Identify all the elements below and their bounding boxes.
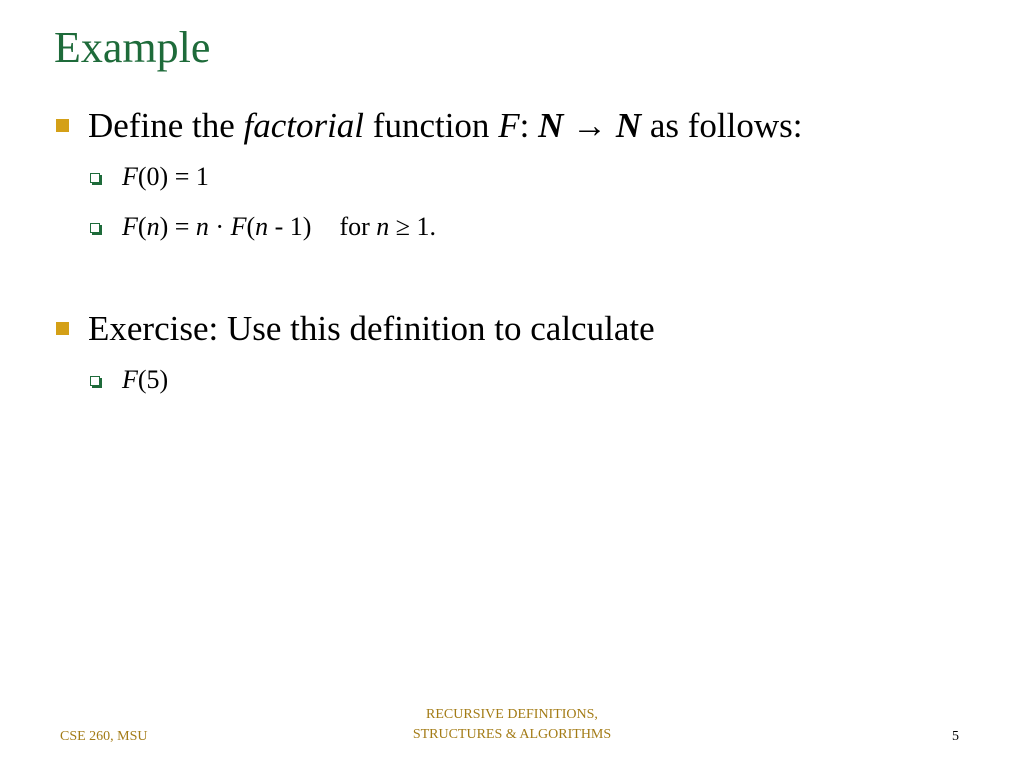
- formula-text: (: [137, 212, 147, 241]
- sub-bullet-base-case: [122, 164, 209, 190]
- box-bullet-icon: [90, 223, 100, 233]
- formula-text: (: [246, 212, 256, 241]
- variable-symbol: n: [255, 212, 269, 241]
- bullet-text: Exercise: Use this definition to calculate: [88, 309, 655, 348]
- codomain-symbol: N: [615, 106, 642, 145]
- bullet-exercise: [88, 311, 655, 346]
- bullet-text: as follows:: [641, 106, 803, 145]
- variable-symbol: n: [195, 212, 209, 241]
- sub-bullet-recursive-case: [122, 214, 436, 240]
- bullet-text-italic: factorial: [243, 106, 365, 145]
- box-bullet-icon: [90, 173, 100, 183]
- slide-title: Example: [54, 23, 211, 72]
- formula-text: for: [339, 212, 377, 241]
- square-bullet-icon: [56, 322, 69, 335]
- bullet-text: function: [364, 106, 499, 145]
- function-symbol: F: [498, 106, 520, 145]
- footer-topic: [392, 705, 632, 746]
- sub-bullet-exercise-target: [122, 367, 168, 393]
- footer-topic-line: STRUCTURES & ALGORITHMS: [412, 727, 612, 743]
- page-number: 5: [952, 729, 959, 744]
- formula-text: ) =: [159, 212, 196, 241]
- box-bullet-icon: [90, 376, 100, 386]
- function-symbol: F: [122, 212, 138, 241]
- arrow-symbol: →: [563, 106, 616, 145]
- footer-topic-line: RECURSIVE DEFINITIONS,: [426, 707, 598, 722]
- formula-text: - 1): [268, 212, 312, 241]
- function-symbol: F: [122, 365, 138, 394]
- formula-text: (0) = 1: [137, 162, 209, 191]
- variable-symbol: n: [376, 212, 390, 241]
- dot-operator: ·: [208, 212, 231, 241]
- bullet-text: Define the: [88, 106, 244, 145]
- formula-text: ≥ 1.: [389, 212, 437, 241]
- square-bullet-icon: [56, 119, 69, 132]
- domain-symbol: N: [538, 106, 564, 145]
- bullet-text: :: [519, 106, 539, 145]
- bullet-definition: [88, 108, 803, 143]
- formula-text: (5): [137, 365, 169, 394]
- function-symbol: F: [230, 212, 247, 241]
- footer-course: CSE 260, MSU: [60, 729, 148, 744]
- variable-symbol: n: [146, 212, 160, 241]
- function-symbol: F: [122, 162, 138, 191]
